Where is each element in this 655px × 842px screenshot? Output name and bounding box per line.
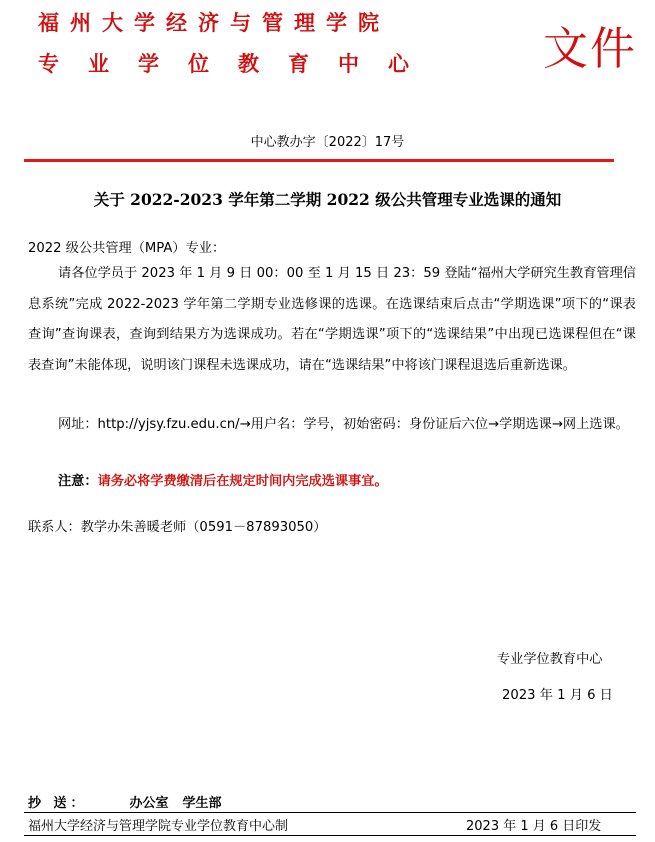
notice-text: 请务必将学费缴清后在规定时间内完成选课事宜。 — [97, 474, 388, 489]
signature-organization: 专业学位教育中心 — [497, 652, 603, 667]
body-paragraph-1: 请各位学员于 2023 年 1 月 9 日 00：00 至 1 月 15 日 23：59 登陆“福州大学研究生教育管理信息系统”完成 2022-2023 学年第二学期专业选修课的选课。在选课结束后点击“学期选课”项下的“课表查询”查询课表，查询到结果方为选课成功。若在“学期选课”项下的“选课结果”中出现已选课程但在“课表查询”未能体现，说明该门课程未选课成功，请在“选课结果”中将该门课程退选后重新选课。 — [28, 266, 636, 373]
cc-recipient: 办公室 — [129, 796, 169, 811]
footer-rule-bottom — [24, 835, 636, 836]
footer-organization: 福州大学经济与管理学院专业学位教育中心制 — [28, 819, 289, 834]
document-number: 中心教办字〔2022〕17号 — [250, 135, 405, 150]
body-paragraph-2: 网址：http://yjsy.fzu.edu.cn/→用户名：学号，初始密码：身份证后六位→学期选课→网上选课。 — [58, 417, 629, 432]
issuer-line-2: 专业学位教育中心 — [38, 51, 438, 76]
footer-issue-date: 2023 年 1 月 6 日印发 — [466, 819, 602, 834]
cc-label: 抄 送： — [28, 796, 88, 811]
document-title: 关于 2022-2023 学年第二学期 2022 级公共管理专业选课的通知 — [93, 190, 562, 209]
document-type-label: 文件 — [543, 22, 638, 75]
recipient-line: 2022 级公共管理（MPA）专业： — [28, 241, 226, 256]
contact-line: 联系人：教学办朱善暖老师（0591－87893050） — [28, 520, 327, 535]
header-red-rule — [24, 159, 614, 162]
notice-line — [58, 467, 388, 498]
notice-label: 注意： — [58, 474, 98, 489]
signature-date: 2023 年 1 月 6 日 — [502, 688, 613, 703]
cc-recipient: 学生部 — [182, 796, 222, 811]
cc-row — [28, 792, 222, 811]
footer-rule-top — [24, 812, 636, 813]
issuer-line-1: 福州大学经济与管理学院 — [38, 10, 390, 35]
